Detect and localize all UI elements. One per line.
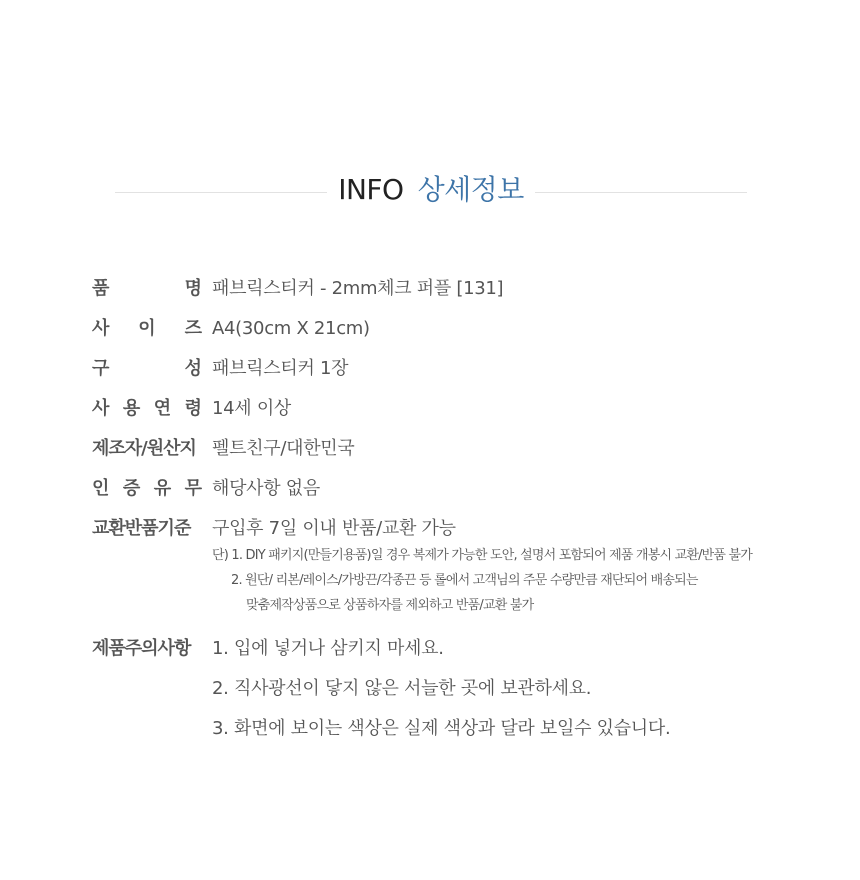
exchange-note-3: 맞춤제작상품으로 상품하자를 제외하고 반품/교환 불가 — [246, 598, 534, 613]
title-english: INFO — [338, 173, 404, 206]
info-value: A4(30cm X 21cm) — [212, 318, 370, 339]
info-label: 제품주의사항 — [92, 638, 191, 659]
section-heading — [115, 172, 747, 208]
info-label: 구 성 — [92, 358, 202, 379]
info-label: 제조자/원산지 — [92, 438, 196, 459]
caution-item: 2. 직사광선이 닿지 않은 서늘한 곳에 보관하세요. — [212, 678, 592, 699]
exchange-note-2: 2. 원단/ 리본/레이스/가방끈/각종끈 등 롤에서 고객님의 주문 수량만큼 재단되어 배송되는 — [231, 573, 698, 588]
info-label: 인 증 유 무 — [92, 478, 202, 499]
info-value: 패브릭스티커 1장 — [212, 358, 349, 379]
section-title — [115, 170, 747, 214]
exchange-note-1: 단) 1. DIY 패키지(만들기용품)일 경우 복제가 가능한 도안, 설명서 포함되어 제품 개봉시 교환/반품 불가 — [212, 548, 753, 563]
caution-item: 1. 입에 넣거나 삼키지 마세요. — [212, 638, 444, 659]
info-value: 구입후 7일 이내 반품/교환 가능 — [212, 518, 456, 539]
info-label: 사 용 연 령 — [92, 398, 202, 419]
caution-item: 3. 화면에 보이는 색상은 실제 색상과 달라 보일수 있습니다. — [212, 718, 671, 739]
info-label: 사 이 즈 — [92, 318, 202, 339]
info-label: 교환반품기준 — [92, 518, 191, 539]
info-value: 해당사항 없음 — [212, 478, 320, 499]
info-value: 펠트친구/대한민국 — [212, 438, 355, 459]
info-label: 품 명 — [92, 278, 202, 299]
title-korean: 상세정보 — [417, 173, 524, 206]
info-value: 14세 이상 — [212, 398, 291, 419]
info-value: 패브릭스티커 - 2mm체크 퍼플 [131] — [212, 278, 504, 299]
